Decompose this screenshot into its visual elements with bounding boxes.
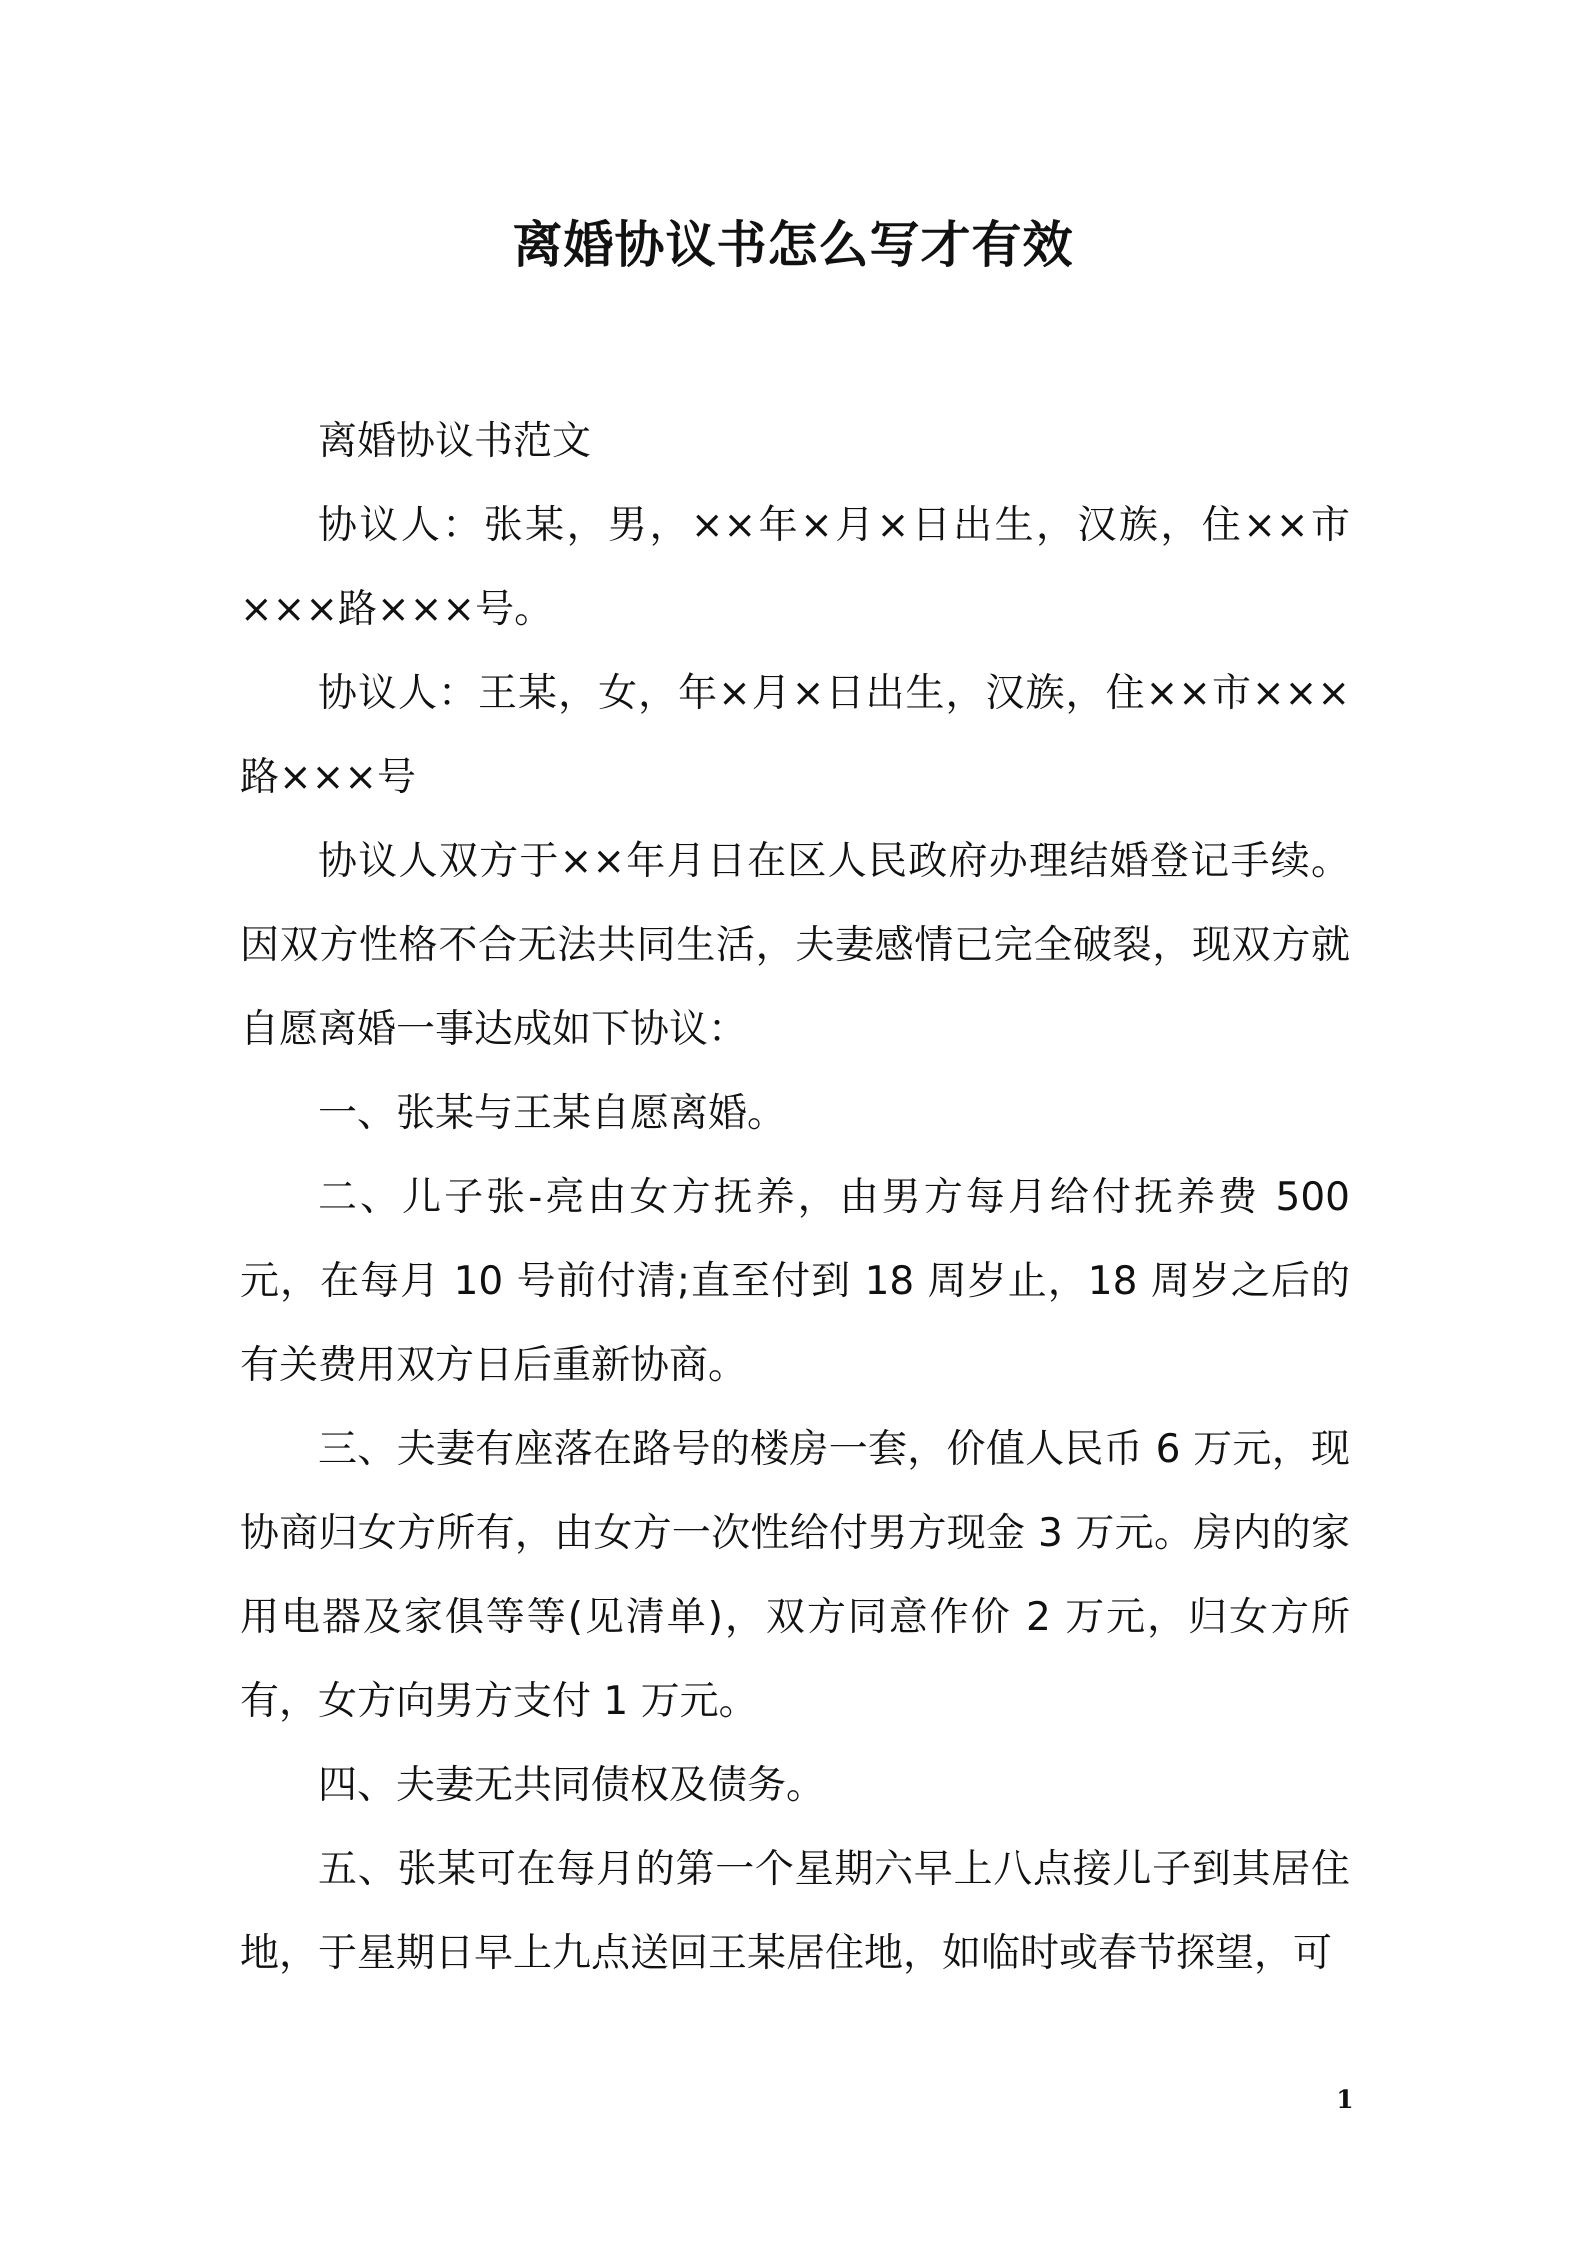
paragraph-heading: 离婚协议书范文 xyxy=(318,419,592,464)
paragraph-clause-4: 四、夫妻无共同债权及债务。 xyxy=(318,1763,826,1808)
document-body xyxy=(240,400,1350,1996)
paragraph-clause-2: 二、儿子张-亮由女方抚养，由男方每月给付抚养费 500 元，在每月 10 号前付清;直至付到 18 周岁止，18 周岁之后的有关费用双方日后重新协商。 xyxy=(240,1175,1350,1388)
paragraph-preamble: 协议人双方于××年月日在区人民政府办理结婚登记手续。因双方性格不合无法共同生活，夫妻感情已完全破裂，现双方就自愿离婚一事达成如下协议： xyxy=(240,839,1350,1052)
paragraph-party-1: 协议人：张某，男，××年×月×日出生，汉族，住××市×××路×××号。 xyxy=(240,503,1350,632)
paragraph-clause-5: 五、张某可在每月的第一个星期六早上八点接儿子到其居住地，于星期日早上九点送回王某居住地，如临时或春节探望，可 xyxy=(240,1847,1350,1976)
document-title: 离婚协议书怎么写才有效 xyxy=(512,216,1074,274)
page-number: 1 xyxy=(1336,2085,1354,2114)
paragraph-clause-3: 三、夫妻有座落在路号的楼房一套，价值人民币 6 万元，现协商归女方所有，由女方一次性给付男方现金 3 万元。房内的家用电器及家俱等等(见清单)，双方同意作价 2 万元，归女方所有，女方向男方支付 1 万元。 xyxy=(240,1427,1350,1724)
paragraph-clause-1: 一、张某与王某自愿离婚。 xyxy=(318,1091,787,1136)
paragraph-party-2: 协议人：王某，女，年×月×日出生，汉族，住××市×××路×××号 xyxy=(240,671,1350,800)
